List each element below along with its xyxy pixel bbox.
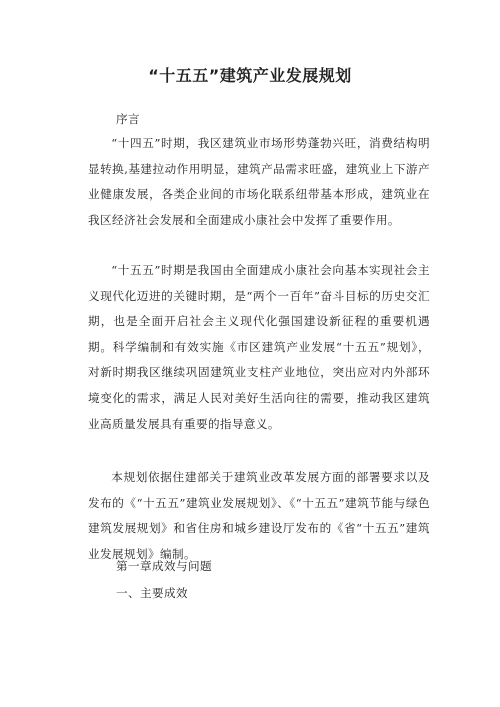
paragraph-2: [88, 258, 430, 437]
paragraph-1: [88, 131, 430, 233]
paragraph-2-text: “十五五”时期是我国由全面建成小康社会向基本实现社会主义现代化迈进的关键时期，是“两个一百年”奋斗目标的历史交汇期，也是全面开启社会主义现代化强国建设新征程的重要机遇期。科学编制和有效实施《市区建筑产业发展“十五五”规划》，对新时期我区继续巩固建筑业支柱产业地位，突出应对内外部环境变化的需求，满足人民对美好生活向往的需要，推动我区建筑业高质量发展具有重要的指导意义。: [88, 263, 430, 431]
paragraph-3: [88, 465, 430, 567]
document-title: “十五五”建筑产业发展规划: [148, 66, 352, 85]
chapter-heading: 第一章成效与问题: [116, 559, 212, 573]
paragraph-1-text: “十四五”时期，我区建筑业市场形势蓬勃兴旺，消费结构明显转换,基建拉动作用明显，建筑产品需求旺盛，建筑业上下游产业健康发展，各类企业间的市场化联系纽带基本形成，建筑业在我区经济社会发展和全面建成小康社会中发挥了重要作用。: [88, 136, 430, 227]
paragraph-3-text: 本规划依据住建部关于建筑业改革发展方面的部署要求以及发布的《“十五五”建筑业发展规划》、《“十五五”建筑节能与绿色建筑发展规划》和省住房和城乡建设厅发布的《省“十五五”建筑业发展规划》编制。: [88, 470, 430, 561]
preface-heading: 序言: [116, 112, 140, 126]
section-heading: 一、主要成效: [116, 586, 188, 600]
